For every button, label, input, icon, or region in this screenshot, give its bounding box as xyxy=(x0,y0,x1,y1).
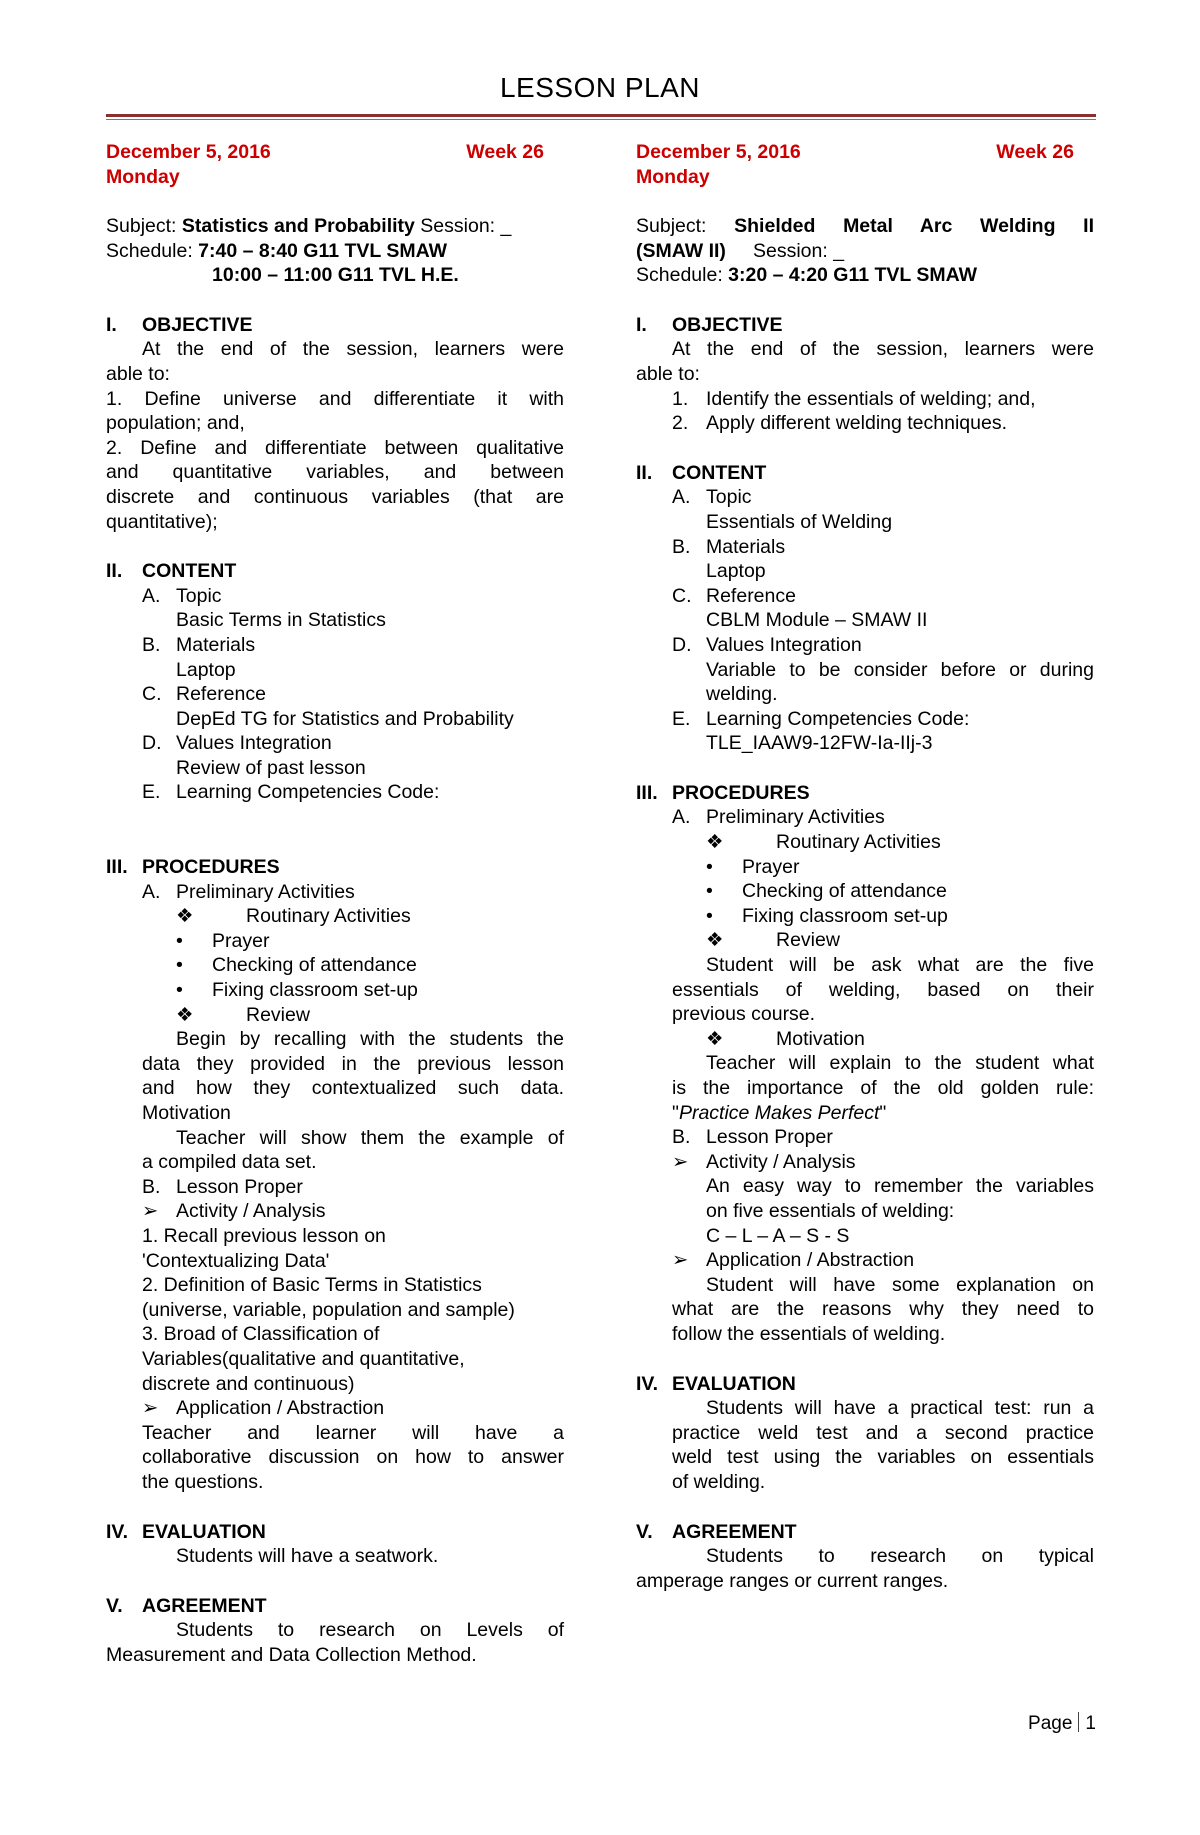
arrow-bullet-icon: ➢ xyxy=(142,1200,159,1223)
left-procedures-heading: III. PROCEDURES xyxy=(106,856,280,879)
left-agreement-heading: V. AGREEMENT xyxy=(106,1594,267,1617)
right-agreement-heading: V. AGREEMENT xyxy=(636,1520,797,1543)
page-number: 1 xyxy=(1085,1713,1096,1734)
dot-bullet-icon: • xyxy=(176,929,183,952)
right-week: Week 26 xyxy=(996,141,1074,163)
right-evaluation-heading: IV. EVALUATION xyxy=(636,1372,796,1395)
page-title: LESSON PLAN xyxy=(499,72,701,103)
title-rule xyxy=(106,114,1096,117)
diamond-bullet-icon: ❖ xyxy=(706,1027,724,1050)
left-day: Monday xyxy=(106,166,180,188)
left-date-header xyxy=(106,140,564,189)
left-schedule-2: 10:00 – 11:00 G11 TVL H.E. xyxy=(212,264,459,287)
right-schedule-line: Schedule: 3:20 – 4:20 G11 TVL SMAW xyxy=(636,264,978,287)
right-subject: Shielded Metal Arc Welding II xyxy=(734,215,1094,237)
dot-bullet-icon: • xyxy=(176,979,183,1002)
title-rule-thin xyxy=(106,119,1096,120)
right-objective-heading: I. OBJECTIVE xyxy=(636,313,783,336)
right-date: December 5, 2016 xyxy=(636,141,801,163)
right-lesson-column: December 5, 2016 Week 26 Monday Subject: Shielded Metal Arc Welding II (SMAW II) Session: _ Schedule: 3:20 – 4:20 G11 TVL SMAW I. OBJECTIVE At the end of the session, learners were able to: 1. Identify the essentials of welding; and, 2. Apply different welding techniques. II. CONTENT A. Topic Essentials of Welding B. Materials Laptop C. Reference CBLM Module – SMAW II D. Values Integration Variable to be consider before or during welding. E. Learning Competencies Code: TLE_IAAW9-12FW-Ia-IIj-3 III. PROCEDURES A. Preliminary Activities ❖ Routinary Activities • Prayer • Checking of attendance • Fixing classroom set-up ❖ Review Student will be ask what are the five essentials of welding, based on their previous course. ❖ Motivation Teacher will explain to the student what is the importance of the old golden rule: "Practice Makes Perfect" B. Lesson Proper ➢ Activity / Analysis An easy way to remember the variables on five essentials of welding: C – L – A – S - S ➢ Application / Abstraction Student will have some explanation on what are the reasons why they need to follow the essentials of welding. IV. EVALUATION Students will have a practical test: run a practice weld test and a second practice weld test using the variables on essentials of welding. V. AGREEMENT Students to research on typical amperage ranges or current ranges. xyxy=(636,141,1094,1592)
dot-bullet-icon: • xyxy=(176,954,183,977)
arrow-bullet-icon: ➢ xyxy=(142,1397,159,1420)
left-week: Week 26 xyxy=(466,141,544,163)
diamond-bullet-icon: ❖ xyxy=(176,905,194,928)
left-schedule-line: Schedule: 7:40 – 8:40 G11 TVL SMAW xyxy=(106,239,448,262)
arrow-bullet-icon: ➢ xyxy=(672,1249,689,1272)
left-subject: Statistics and Probability xyxy=(181,215,415,237)
left-schedule-1: 7:40 – 8:40 G11 TVL SMAW xyxy=(198,239,448,262)
left-evaluation-heading: IV. EVALUATION xyxy=(106,1520,266,1543)
right-day: Monday xyxy=(636,166,710,188)
diamond-bullet-icon: ❖ xyxy=(706,929,724,952)
dot-bullet-icon: • xyxy=(706,855,713,878)
page-footer xyxy=(1028,1712,1096,1735)
diamond-bullet-icon: ❖ xyxy=(706,831,724,854)
left-date: December 5, 2016 xyxy=(106,141,271,163)
dot-bullet-icon: • xyxy=(706,904,713,927)
right-date-header xyxy=(636,140,1094,189)
left-subject-line: Subject: Statistics and Probability Session: _ xyxy=(106,215,512,237)
dot-bullet-icon: • xyxy=(706,880,713,903)
left-lesson-column: December 5, 2016 Week 26 Monday Subject: Statistics and Probability Session: _ Schedule: 7:40 – 8:40 G11 TVL SMAW 10:00 – 11:00 G11 TVL H.E. I. OBJECTIVE At the end of the session, learners were able to: 1. Define universe and differentiate it with population; and, 2. Define and differentiate between qualitative and quantitative variables, and between discrete and continuous variables (that are quantitative); II. CONTENT A. Topic Basic Terms in Statistics B. Materials Laptop C. Reference DepEd TG for Statistics and Probability D. Values Integration Review of past lesson E. Learning Competencies Code: III. PROCEDURES A. Preliminary Activities ❖ Routinary Activities • Prayer • Checking of attendance • Fixing classroom set-up ❖ Review Begin by recalling with the students the data they provided in the previous lesson and how they contextualized such data. Motivation Teacher will show them the example of a compiled data set. B. Lesson Proper ➢ Activity / Analysis 1. Recall previous lesson on 'Contextualizing Data' 2. Definition of Basic Terms in Statistics (universe, variable, population and sample) 3. Broad of Classification of Variables(qualitative and quantitative, discrete and continuous) ➢ Application / Abstraction Teacher and learner will have a collaborative discussion on how to answer the questions. IV. EVALUATION Students will have a seatwork. V. AGREEMENT Students to research on Levels of Measurement and Data Collection Method. xyxy=(106,141,564,1666)
right-schedule-1: 3:20 – 4:20 G11 TVL SMAW xyxy=(728,264,978,287)
right-content-heading: II. CONTENT xyxy=(636,461,767,484)
diamond-bullet-icon: ❖ xyxy=(176,1003,194,1026)
arrow-bullet-icon: ➢ xyxy=(672,1150,689,1173)
right-procedures-heading: III. PROCEDURES xyxy=(636,781,810,804)
page-label: Page xyxy=(1028,1713,1073,1734)
right-subject-line: Subject: Shielded Metal Arc Welding II xyxy=(636,215,1094,237)
left-content-heading: II. CONTENT xyxy=(106,560,237,583)
left-objective-heading: I. OBJECTIVE xyxy=(106,313,253,336)
